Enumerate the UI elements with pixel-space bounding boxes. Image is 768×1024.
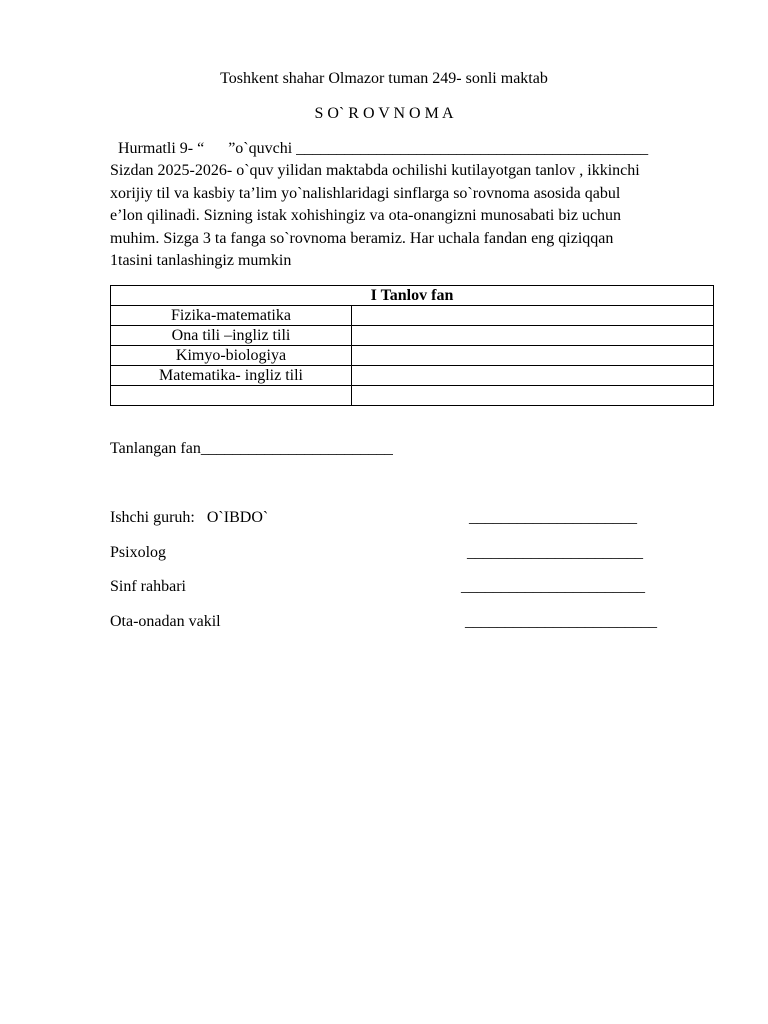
- greeting-line: Hurmatli 9- “ ”o`quvchi ____________________________________________: [118, 140, 649, 157]
- signature-line-parent: ________________________: [465, 613, 657, 630]
- signature-label-parent: Ota-onadan vakil: [110, 613, 221, 630]
- signature-label-working-group: Ishchi guruh: O`IBDO`: [110, 509, 269, 526]
- signature-label-psychologist: Psixolog: [110, 544, 167, 561]
- signature-line-class-teacher: _______________________: [461, 578, 645, 595]
- paragraph-line: Sizdan 2025-2026- o`quv yilidan maktabda ochilishi kutilayotgan tanlov , ikkinchi: [110, 162, 640, 179]
- table-row: [111, 386, 714, 406]
- paragraph-line: 1tasini tanlashingiz mumkin: [110, 252, 292, 270]
- mark-cell[interactable]: [352, 386, 714, 406]
- mark-cell[interactable]: [352, 326, 714, 346]
- document-title: S O` R O V N O M A: [314, 105, 454, 122]
- mark-cell[interactable]: [352, 366, 714, 386]
- mark-cell[interactable]: [352, 306, 714, 326]
- paragraph-line: muhim. Sizga 3 ta fanga so`rovnoma beramiz. Har uchala fandan eng qiziqqan: [110, 229, 614, 247]
- table-row: [111, 346, 714, 366]
- subject-cell: [111, 386, 352, 406]
- table-row: [111, 306, 714, 326]
- subject-choice-table: [110, 285, 714, 406]
- subject-cell: Matematika- ingliz tili: [111, 366, 352, 386]
- table-row: [111, 326, 714, 346]
- intro-paragraph: [110, 160, 710, 273]
- chosen-subject-line: Tanlangan fan________________________: [110, 440, 393, 457]
- paragraph-line: xorijiy til va kasbiy ta’lim yo`nalishlaridagi sinflarga so`rovnoma asosida qabul: [110, 184, 621, 202]
- table-header-row: [111, 286, 714, 306]
- mark-cell[interactable]: [352, 346, 714, 366]
- paragraph-line: e’lon qilinadi. Sizning istak xohishingiz va ota-onangizni munosabati biz uchun: [110, 207, 622, 225]
- subject-cell: Fizika-matematika: [111, 306, 352, 326]
- school-name: Toshkent shahar Olmazor tuman 249- sonli maktab: [220, 70, 548, 87]
- table-header: I Tanlov fan: [111, 286, 714, 306]
- signature-label-class-teacher: Sinf rahbari: [110, 578, 186, 595]
- subject-cell: Ona tili –ingliz tili: [111, 326, 352, 346]
- subject-cell: Kimyo-biologiya: [111, 346, 352, 366]
- table-row: [111, 366, 714, 386]
- signature-line-psychologist: ______________________: [467, 544, 643, 561]
- signature-line-working-group: _____________________: [469, 509, 637, 526]
